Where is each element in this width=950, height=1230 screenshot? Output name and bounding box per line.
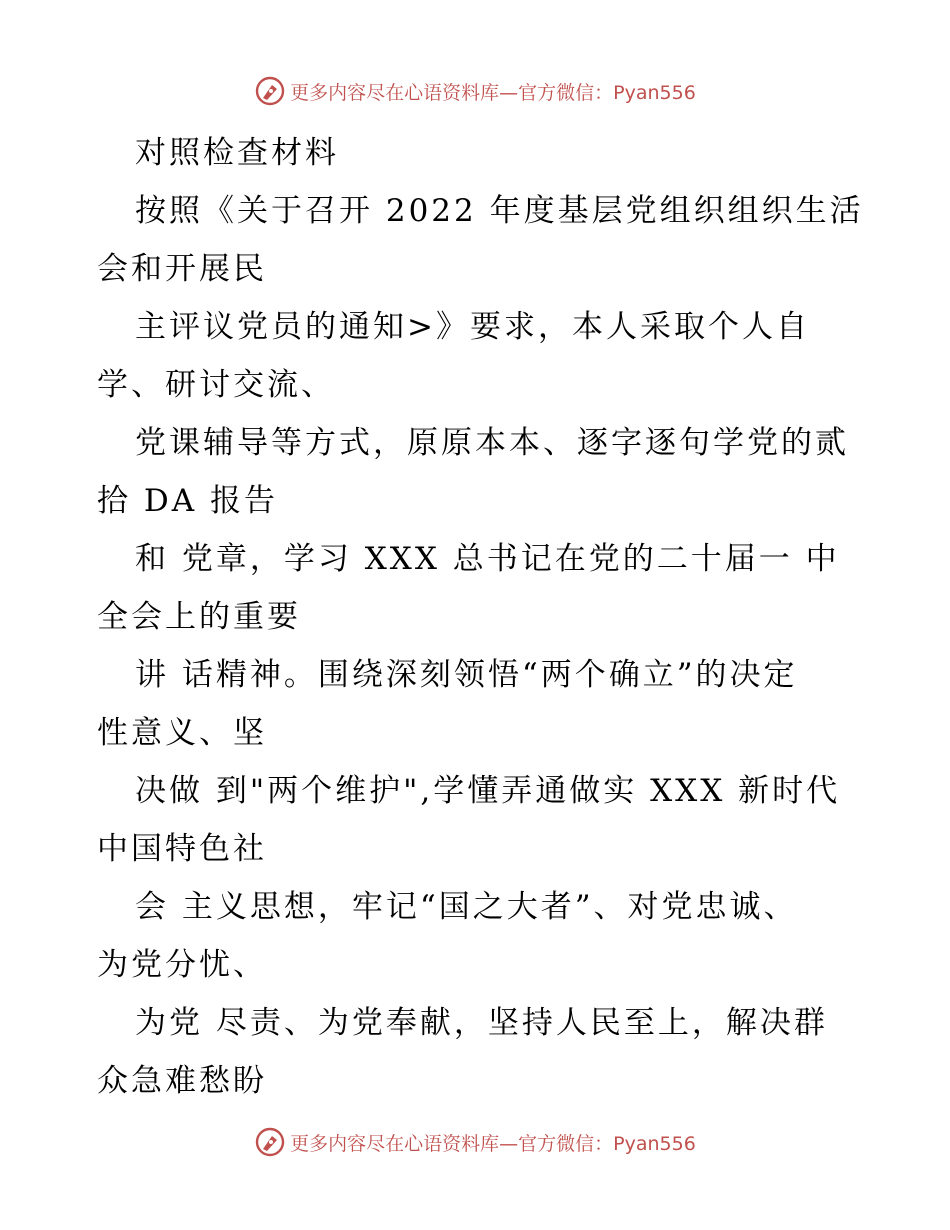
text-line: 学、研讨交流、 xyxy=(97,367,335,403)
document-body xyxy=(97,124,867,1110)
text-line: 和 党章，学习 XXX 总书记在党的二十届一 中 xyxy=(135,541,840,577)
text-line: 性意义、坚 xyxy=(97,715,267,751)
text-line: 按照《关于召开 2022 年度基层党组织组织生活 xyxy=(135,193,864,229)
text-line: 中国特色社 xyxy=(97,831,267,867)
text-line: 会和开展民 xyxy=(97,251,267,287)
text-line: 决做 到"两个维护",学懂弄通做实 XXX 新时代 xyxy=(135,773,841,809)
text-line: 主评议党员的通知>》要求，本人采取个人自 xyxy=(135,309,810,345)
text-line: 全会上的重要 xyxy=(97,599,301,635)
pen-nib-logo-icon xyxy=(254,1126,286,1158)
text-line: 为党分忧、 xyxy=(97,947,267,983)
footer-text: 更多内容尽在心语资料库—官方微信：Pyan556 xyxy=(290,1132,696,1155)
pen-nib-logo-icon xyxy=(254,75,286,107)
header-text: 更多内容尽在心语资料库—官方微信：Pyan556 xyxy=(290,81,696,104)
text-line: 为党 尽责、为党奉献，坚持人民至上，解决群 xyxy=(135,1005,828,1041)
text-line: 讲 话精神。围绕深刻领悟“两个确立”的决定 xyxy=(135,657,798,693)
document-title: 对照检查材料 xyxy=(135,135,339,171)
header-banner xyxy=(0,71,950,111)
text-line: 党课辅导等方式，原原本本、逐字逐句学党的贰 xyxy=(135,425,849,461)
text-line: 拾 DA 报告 xyxy=(97,483,278,519)
footer-banner xyxy=(0,1122,950,1162)
text-line: 众急难愁盼 xyxy=(97,1063,267,1099)
text-line: 会 主义思想，牢记“国之大者”、对党忠诚、 xyxy=(135,889,798,925)
